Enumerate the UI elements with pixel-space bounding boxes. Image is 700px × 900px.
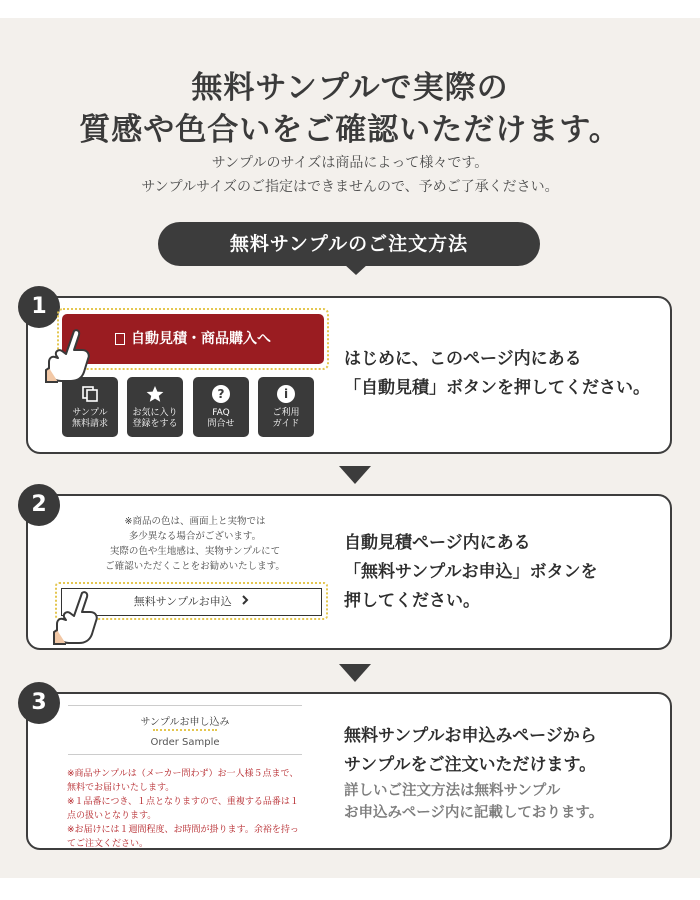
calculator-icon — [115, 333, 125, 345]
down-arrow-icon — [339, 466, 371, 484]
auto-estimate-label: 自動見積・商品購入へ — [131, 331, 271, 347]
step-2-number: 2 — [18, 484, 60, 526]
form-divider-top — [68, 705, 302, 706]
step-3-line2: サンプルをご注文いただけます。 — [344, 755, 597, 775]
down-arrow-icon — [339, 664, 371, 682]
sample-request-button[interactable] — [62, 377, 118, 437]
pill-pointer — [344, 264, 368, 275]
step-3-line1: 無料サンプルお申込みページから — [344, 726, 597, 746]
step-3-instruction — [344, 722, 597, 780]
mini-label-1b: 無料請求 — [71, 419, 108, 429]
mini-label-2: お気に入り — [132, 408, 178, 418]
step-3-detail — [344, 780, 603, 824]
guide-button[interactable] — [258, 377, 314, 437]
step-2-line3: 押してください。 — [344, 591, 480, 611]
mini-label-3b: 問合せ — [207, 419, 235, 429]
sample-note-line1: ※商品サンプルは（メーカー問わず）お一人様５点まで、 — [67, 769, 299, 779]
subtitle-line2: サンプルサイズのご指定はできませんので、予めご了承ください。 — [141, 179, 559, 195]
step-1-number: 1 — [18, 286, 60, 328]
step-1-line2: 「自動見積」ボタンを押してください。 — [344, 378, 650, 398]
copy-icon — [81, 385, 99, 403]
step-1-instruction — [344, 345, 650, 403]
mini-label-1: サンプル — [72, 408, 108, 418]
mini-label-4b: ガイド — [272, 419, 300, 429]
sample-note-line6: てご注文ください。 — [67, 839, 149, 849]
page-title-line2: 質感や色合いをご確認いただけます。 — [79, 112, 621, 148]
step-3-detail-line2: お申込みページ内に記載しております。 — [344, 805, 604, 821]
auto-estimate-button[interactable] — [62, 314, 324, 364]
form-divider — [68, 754, 302, 755]
color-note — [62, 514, 328, 574]
sample-form-subtitle: Order Sample — [150, 737, 220, 748]
sample-note-line2: 無料でお届けいたします。 — [67, 783, 175, 793]
favorite-button[interactable] — [127, 377, 183, 437]
subtitle-line1: サンプルのサイズは商品によって様々です。 — [211, 155, 489, 171]
color-note-line1: ※商品の色は、画面上と実物では — [124, 516, 266, 527]
mini-label-2b: 登録をする — [132, 419, 178, 429]
step-2-line2: 「無料サンプルお申込」ボタンを — [344, 562, 598, 582]
step-2-instruction — [344, 529, 597, 616]
sample-form-title: サンプルお申し込み — [140, 717, 230, 728]
free-sample-apply-label: 無料サンプルお申込 — [133, 595, 232, 608]
free-sample-apply-button[interactable] — [61, 588, 322, 616]
step-3-number: 3 — [18, 682, 60, 724]
step-3-detail-line1: 詳しいご注文方法は無料サンプル — [344, 783, 561, 799]
sample-note-line4: 点の扱いとなります。 — [67, 811, 157, 821]
sample-note-line5: ※お届けには１週間程度、お時間が掛ります。余裕を持っ — [67, 825, 299, 835]
pointing-hand-icon — [44, 328, 92, 384]
section-heading-pill: 無料サンプルのご注文方法 — [158, 222, 540, 266]
question-icon: ? — [212, 385, 230, 403]
mini-label-4: ご利用 — [272, 408, 300, 418]
color-note-line3: 実際の色や生地感は、実物サンプルにて — [109, 546, 281, 557]
color-note-line4: ご確認いただくことをお勧めいたします。 — [105, 561, 285, 572]
faq-button[interactable] — [193, 377, 249, 437]
sample-note-line3: ※１品番につき、１点となりますので、重複する品番は１ — [67, 797, 299, 807]
star-icon — [146, 385, 164, 403]
step-2-line1: 自動見積ページ内にある — [344, 533, 531, 553]
pointing-hand-icon — [52, 590, 100, 646]
info-icon: i — [277, 385, 295, 403]
chevron-right-icon — [241, 589, 249, 614]
mini-label-3: FAQ — [212, 408, 230, 418]
sample-notes — [67, 767, 307, 851]
form-title-underline — [153, 729, 217, 731]
page-title-line1: 無料サンプルで実際の — [191, 70, 509, 106]
color-note-line2: 多少異なる場合がございます。 — [128, 531, 262, 542]
step-1-line1: はじめに、このページ内にある — [344, 349, 582, 369]
